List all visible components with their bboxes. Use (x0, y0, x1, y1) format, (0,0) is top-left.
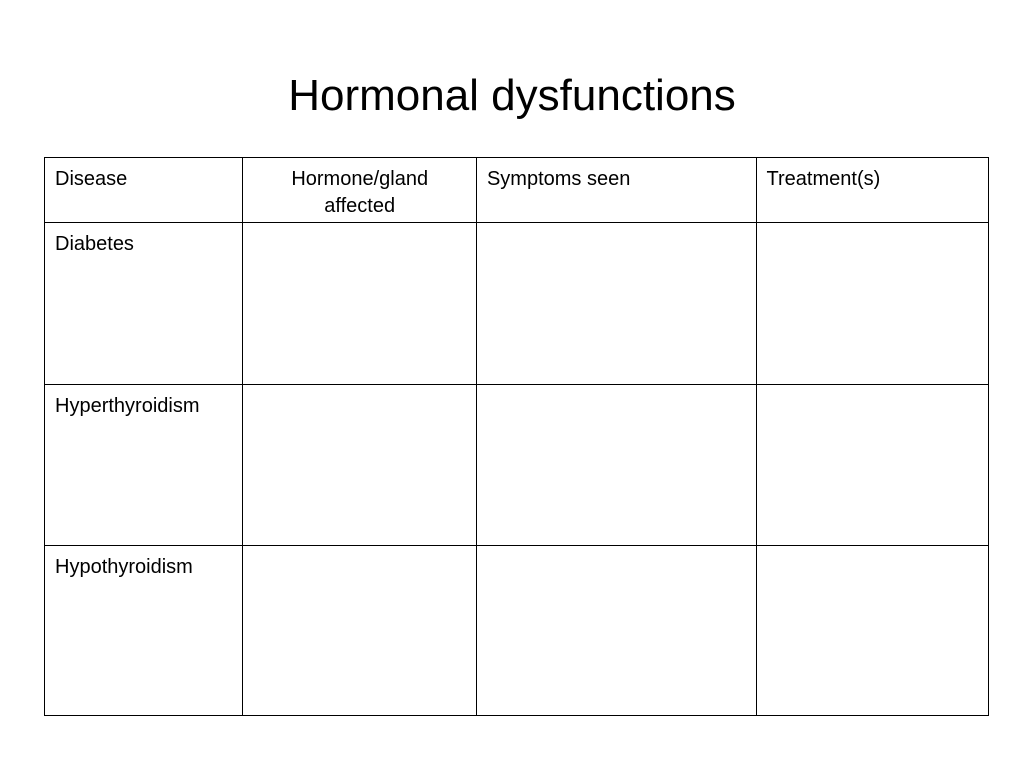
cell-symptoms[interactable] (476, 223, 756, 385)
cell-symptoms[interactable] (476, 384, 756, 546)
cell-disease: Diabetes (45, 223, 243, 385)
dysfunction-table (44, 157, 989, 716)
cell-hormone[interactable] (243, 384, 477, 546)
table-row (45, 384, 989, 546)
cell-disease: Hyperthyroidism (45, 384, 243, 546)
header-disease: Disease (45, 158, 243, 223)
cell-hormone[interactable] (243, 223, 477, 385)
header-hormone-gland: Hormone/gland affected (243, 158, 477, 223)
cell-symptoms[interactable] (476, 546, 756, 716)
cell-disease: Hypothyroidism (45, 546, 243, 716)
table-row (45, 223, 989, 385)
slide-title: Hormonal dysfunctions (288, 71, 736, 120)
header-symptoms: Symptoms seen (476, 158, 756, 223)
table-header-row (45, 158, 989, 223)
header-treatment: Treatment(s) (756, 158, 988, 223)
cell-treatment[interactable] (756, 384, 988, 546)
table-row (45, 546, 989, 716)
cell-treatment[interactable] (756, 546, 988, 716)
cell-treatment[interactable] (756, 223, 988, 385)
cell-hormone[interactable] (243, 546, 477, 716)
